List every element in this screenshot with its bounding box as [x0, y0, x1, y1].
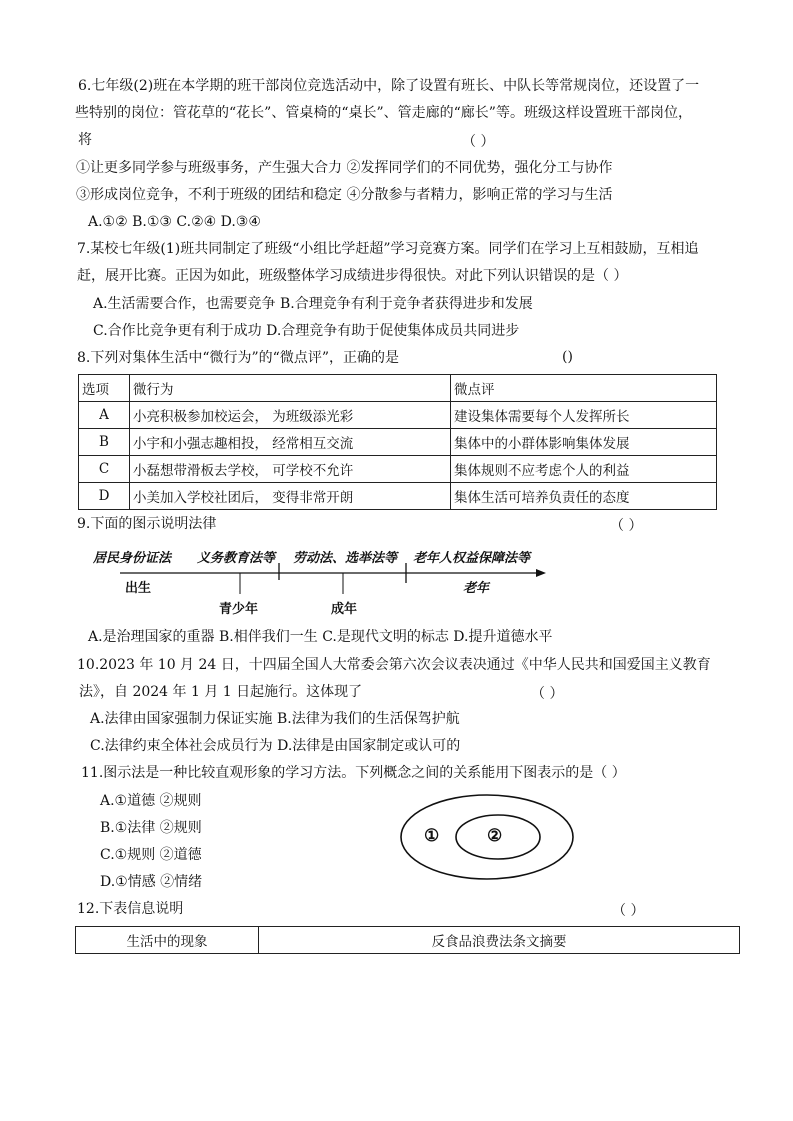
table-cell: 小宇和小强志趣相投， 经常相互交流	[130, 429, 451, 456]
q9-options: A.是治理国家的重器 B.相伴我们一生 C.是现代文明的标志 D.提升道德水平	[88, 629, 553, 645]
q11-option-d: D.①情感 ②情绪	[100, 874, 203, 890]
timeline-law-label: 劳动法、选举法等	[293, 551, 398, 566]
table-cell: 集体生活可培养负责任的态度	[451, 483, 717, 510]
q6-line3: 将	[78, 132, 92, 148]
q11-option-c: C.①规则 ②道德	[100, 847, 202, 863]
q7-line1: 7.某校七年级(1)班共同制定了班级“小组比学赶超”学习竞赛方案。同学们在学习上互相鼓励，互相追	[77, 241, 699, 257]
table-cell: C	[79, 456, 130, 483]
table-cell: A	[79, 402, 130, 429]
q10-options-ab: A.法律由国家强制力保证实施 B.法律为我们的生活保驾护航	[90, 711, 460, 727]
timeline-law-label: 义务教育法等	[197, 551, 276, 566]
q7-line2: 赶，展开比赛。正因为如此，班级整体学习成绩进步得很快。对此下列认识错误的是（ ）	[77, 268, 628, 284]
inner-circle-label: ②	[487, 826, 503, 846]
table-cell: 集体中的小群体影响集体发展	[451, 429, 717, 456]
timeline-youth-label: 青少年	[219, 602, 259, 617]
table-cell: 小磊想带滑板去学校， 可学校不允许	[130, 456, 451, 483]
q12-stem: 12.下表信息说明	[77, 901, 184, 917]
timeline-birth-label: 出生	[125, 581, 152, 596]
q10-line2: 法》，自 2024 年 1 月 1 日起施行。这体现了	[79, 684, 363, 700]
table-cell: 小美加入学校社团后， 变得非常开朗	[130, 483, 451, 510]
table-cell: 集体规则不应考虑个人的利益	[451, 456, 717, 483]
q10-answer-blank: （ ）	[531, 686, 564, 702]
q9-answer-blank: （ ）	[610, 518, 643, 534]
table-header-cell: 微点评	[451, 375, 717, 402]
table-cell: B	[79, 429, 130, 456]
timeline-adult-label: 成年	[331, 602, 358, 617]
q10-line1: 10.2023 年 10 月 24 日，十四届全国人大常委会第六次会议表决通过《中华人民共和国爱国主义教育	[77, 657, 711, 673]
table-header-cell: 生活中的现象	[76, 927, 259, 954]
table-cell: 小亮积极参加校运会， 为班级添光彩	[130, 402, 451, 429]
q6-statements-2: ③形成岗位竞争，不利于班级的团结和稳定 ④分散参与者精力，影响正常的学习与生活	[76, 187, 613, 203]
q6-answer-blank: （ ）	[462, 134, 495, 150]
table-header-cell: 选项	[79, 375, 130, 402]
table-header-cell: 反食品浪费法条文摘要	[259, 927, 740, 954]
q6-statements-1: ①让更多同学参与班级事务，产生强大合力 ②发挥同学们的不同优势，强化分工与协作	[76, 160, 613, 176]
outer-circle-label: ①	[424, 826, 440, 846]
timeline-law-label: 老年人权益保障法等	[413, 551, 531, 566]
q6-line1: 6.七年级(2)班在本学期的班干部岗位竞选活动中，除了设置有班长、中队长等常规岗位，还设置了一	[78, 78, 700, 94]
q7-options-ab: A.生活需要合作，也需要竞争 B.合理竞争有利于竞争者获得进步和发展	[93, 296, 533, 312]
q11-stem: 11.图示法是一种比较直观形象的学习方法。下列概念之间的关系能用下图表示的是（ ）	[81, 765, 626, 781]
table-header-cell: 微行为	[130, 375, 451, 402]
q6-line2: 些特别的岗位：管花草的“花长”、管桌椅的“桌长”、管走廊的“廊长”等。班级这样设置班干部岗位，	[75, 105, 692, 121]
table-header-row	[76, 927, 740, 954]
timeline-law-label: 居民身份证法	[93, 551, 172, 566]
q12-table	[75, 926, 740, 954]
q7-options-cd: C.合作比竞争更有利于成功 D.合理竞争有助于促使集体成员共同进步	[93, 323, 520, 339]
q9-stem: 9.下面的图示说明法律	[77, 516, 217, 532]
q11-option-b: B.①法律 ②规则	[100, 820, 202, 836]
timeline-old-label: 老年	[463, 581, 490, 596]
q6-options: A.①② B.①③ C.②④ D.③④	[88, 214, 261, 230]
table-cell: 建设集体需要每个人发挥所长	[451, 402, 717, 429]
q8-stem: 8.下列对集体生活中“微行为”的“微点评”，正确的是	[77, 350, 399, 366]
q8-answer-blank: ()	[562, 349, 573, 365]
q11-option-a: A.①道德 ②规则	[100, 793, 202, 809]
table-cell: D	[79, 483, 130, 510]
q10-options-cd: C.法律约束全体社会成员行为 D.法律是由国家制定或认可的	[90, 738, 461, 754]
q12-answer-blank: （ ）	[612, 903, 645, 919]
